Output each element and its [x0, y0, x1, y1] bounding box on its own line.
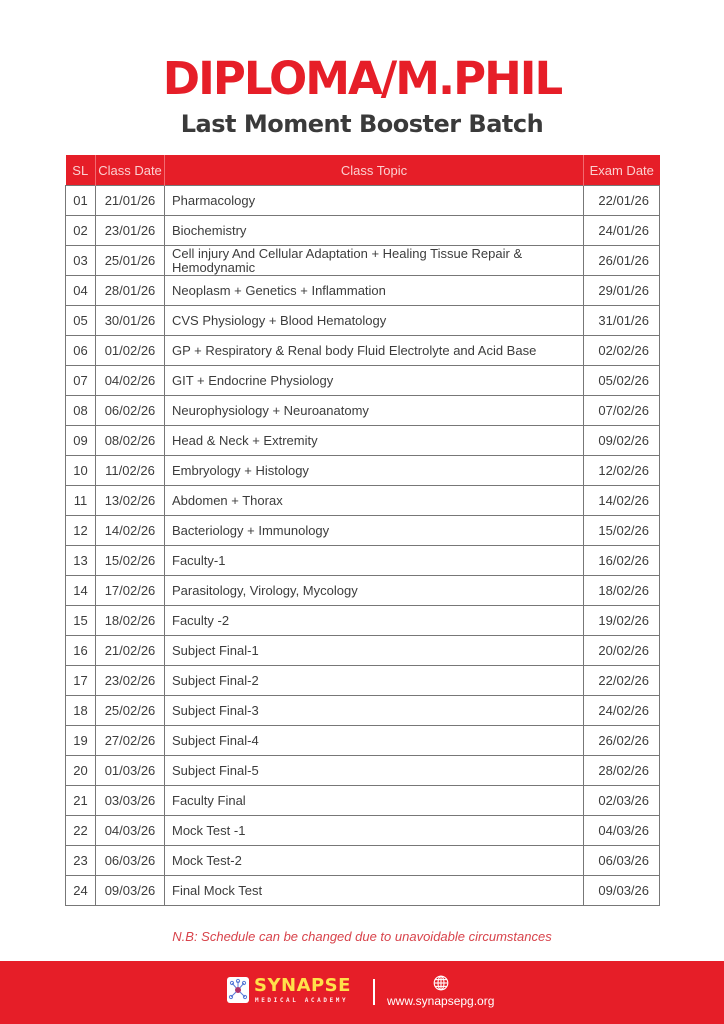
row-class-date: 08/02/26 — [96, 426, 165, 456]
row-class-topic: Cell injury And Cellular Adaptation + Healing Tissue Repair & Hemodynamic — [165, 246, 584, 276]
row-exam-date: 16/02/26 — [584, 546, 660, 576]
row-class-topic: Final Mock Test — [165, 876, 584, 906]
table-row — [66, 276, 660, 306]
table-row — [66, 786, 660, 816]
table-row — [66, 426, 660, 456]
row-sl: 09 — [66, 426, 96, 456]
row-class-topic: Faculty Final — [165, 786, 584, 816]
row-exam-date: 22/01/26 — [584, 186, 660, 216]
row-class-topic: Parasitology, Virology, Mycology — [165, 576, 584, 606]
row-class-topic: Subject Final-3 — [165, 696, 584, 726]
row-sl: 14 — [66, 576, 96, 606]
table-row — [66, 456, 660, 486]
row-class-topic: GIT + Endocrine Physiology — [165, 366, 584, 396]
row-exam-date: 04/03/26 — [584, 816, 660, 846]
row-class-topic: Mock Test -1 — [165, 816, 584, 846]
row-sl: 21 — [66, 786, 96, 816]
row-class-topic: Embryology + Histology — [165, 456, 584, 486]
column-header-class-topic: Class Topic — [165, 155, 584, 186]
row-sl: 15 — [66, 606, 96, 636]
table-row — [66, 246, 660, 276]
table-row — [66, 756, 660, 786]
row-class-date: 18/02/26 — [96, 606, 165, 636]
table-row — [66, 396, 660, 426]
row-sl: 11 — [66, 486, 96, 516]
page-title: DIPLOMA/M.PHIL — [162, 52, 562, 105]
table-row — [66, 876, 660, 906]
schedule-table — [65, 155, 660, 906]
table-header-row — [66, 155, 660, 186]
page-subtitle: Last Moment Booster Batch — [180, 110, 544, 138]
row-exam-date: 20/02/26 — [584, 636, 660, 666]
row-class-topic: Faculty -2 — [165, 606, 584, 636]
row-sl: 13 — [66, 546, 96, 576]
row-class-date: 04/03/26 — [96, 816, 165, 846]
row-sl: 23 — [66, 846, 96, 876]
row-class-topic: Subject Final-1 — [165, 636, 584, 666]
table-row — [66, 216, 660, 246]
table-row — [66, 636, 660, 666]
row-class-topic: Pharmacology — [165, 186, 584, 216]
row-exam-date: 24/01/26 — [584, 216, 660, 246]
row-exam-date: 09/02/26 — [584, 426, 660, 456]
row-sl: 05 — [66, 306, 96, 336]
table-row — [66, 666, 660, 696]
table-row — [66, 576, 660, 606]
row-class-date: 21/01/26 — [96, 186, 165, 216]
row-class-date: 17/02/26 — [96, 576, 165, 606]
row-class-date: 25/01/26 — [96, 246, 165, 276]
row-class-date: 11/02/26 — [96, 456, 165, 486]
row-sl: 19 — [66, 726, 96, 756]
row-sl: 16 — [66, 636, 96, 666]
row-sl: 02 — [66, 216, 96, 246]
row-exam-date: 02/03/26 — [584, 786, 660, 816]
row-exam-date: 24/02/26 — [584, 696, 660, 726]
row-sl: 24 — [66, 876, 96, 906]
row-class-date: 04/02/26 — [96, 366, 165, 396]
row-exam-date: 29/01/26 — [584, 276, 660, 306]
table-row — [66, 606, 660, 636]
footer-bar — [0, 961, 724, 1024]
column-header-class-date: Class Date — [96, 155, 165, 186]
table-row — [66, 186, 660, 216]
row-sl: 08 — [66, 396, 96, 426]
row-exam-date: 28/02/26 — [584, 756, 660, 786]
row-sl: 22 — [66, 816, 96, 846]
row-exam-date: 09/03/26 — [584, 876, 660, 906]
row-class-date: 03/03/26 — [96, 786, 165, 816]
row-exam-date: 26/02/26 — [584, 726, 660, 756]
brand-name: SYNAPSE — [254, 975, 351, 996]
row-class-topic: GP + Respiratory & Renal body Fluid Electrolyte and Acid Base — [165, 336, 584, 366]
row-exam-date: 06/03/26 — [584, 846, 660, 876]
row-class-date: 01/02/26 — [96, 336, 165, 366]
row-sl: 04 — [66, 276, 96, 306]
row-exam-date: 19/02/26 — [584, 606, 660, 636]
row-class-date: 14/02/26 — [96, 516, 165, 546]
row-class-date: 13/02/26 — [96, 486, 165, 516]
row-exam-date: 31/01/26 — [584, 306, 660, 336]
row-class-topic: Subject Final-4 — [165, 726, 584, 756]
row-sl: 06 — [66, 336, 96, 366]
row-class-date: 25/02/26 — [96, 696, 165, 726]
row-exam-date: 07/02/26 — [584, 396, 660, 426]
row-class-topic: Faculty-1 — [165, 546, 584, 576]
table-row — [66, 486, 660, 516]
row-sl: 20 — [66, 756, 96, 786]
table-row — [66, 846, 660, 876]
row-exam-date: 15/02/26 — [584, 516, 660, 546]
row-class-date: 23/02/26 — [96, 666, 165, 696]
row-class-date: 06/02/26 — [96, 396, 165, 426]
row-class-date: 21/02/26 — [96, 636, 165, 666]
schedule-note: N.B: Schedule can be changed due to unavoidable circumstances — [172, 929, 552, 944]
network-node-icon — [227, 977, 249, 1003]
row-class-topic: CVS Physiology + Blood Hematology — [165, 306, 584, 336]
brand-tagline: MEDICAL ACADEMY — [255, 997, 349, 1004]
row-exam-date: 02/02/26 — [584, 336, 660, 366]
row-class-date: 28/01/26 — [96, 276, 165, 306]
row-sl: 07 — [66, 366, 96, 396]
row-class-topic: Subject Final-2 — [165, 666, 584, 696]
row-class-date: 30/01/26 — [96, 306, 165, 336]
table-row — [66, 516, 660, 546]
row-class-topic: Subject Final-5 — [165, 756, 584, 786]
row-class-date: 23/01/26 — [96, 216, 165, 246]
row-exam-date: 22/02/26 — [584, 666, 660, 696]
row-class-topic: Head & Neck + Extremity — [165, 426, 584, 456]
row-sl: 03 — [66, 246, 96, 276]
table-row — [66, 696, 660, 726]
row-class-topic: Neoplasm + Genetics + Inflammation — [165, 276, 584, 306]
row-sl: 18 — [66, 696, 96, 726]
row-exam-date: 26/01/26 — [584, 246, 660, 276]
website-link[interactable]: www.synapsepg.org — [387, 994, 495, 1008]
row-class-date: 15/02/26 — [96, 546, 165, 576]
row-sl: 17 — [66, 666, 96, 696]
row-exam-date: 18/02/26 — [584, 576, 660, 606]
table-row — [66, 336, 660, 366]
row-sl: 12 — [66, 516, 96, 546]
row-exam-date: 05/02/26 — [584, 366, 660, 396]
row-class-date: 01/03/26 — [96, 756, 165, 786]
table-row — [66, 366, 660, 396]
row-exam-date: 14/02/26 — [584, 486, 660, 516]
row-exam-date: 12/02/26 — [584, 456, 660, 486]
globe-icon — [433, 975, 449, 991]
row-sl: 01 — [66, 186, 96, 216]
table-row — [66, 546, 660, 576]
column-header-sl: SL — [66, 155, 96, 186]
footer-divider — [373, 979, 375, 1005]
row-class-topic: Biochemistry — [165, 216, 584, 246]
table-row — [66, 726, 660, 756]
table-row — [66, 306, 660, 336]
row-sl: 10 — [66, 456, 96, 486]
row-class-date: 27/02/26 — [96, 726, 165, 756]
row-class-topic: Mock Test-2 — [165, 846, 584, 876]
column-header-exam-date: Exam Date — [584, 155, 660, 186]
row-class-date: 09/03/26 — [96, 876, 165, 906]
row-class-topic: Abdomen + Thorax — [165, 486, 584, 516]
row-class-topic: Neurophysiology + Neuroanatomy — [165, 396, 584, 426]
table-row — [66, 816, 660, 846]
row-class-topic: Bacteriology + Immunology — [165, 516, 584, 546]
row-class-date: 06/03/26 — [96, 846, 165, 876]
